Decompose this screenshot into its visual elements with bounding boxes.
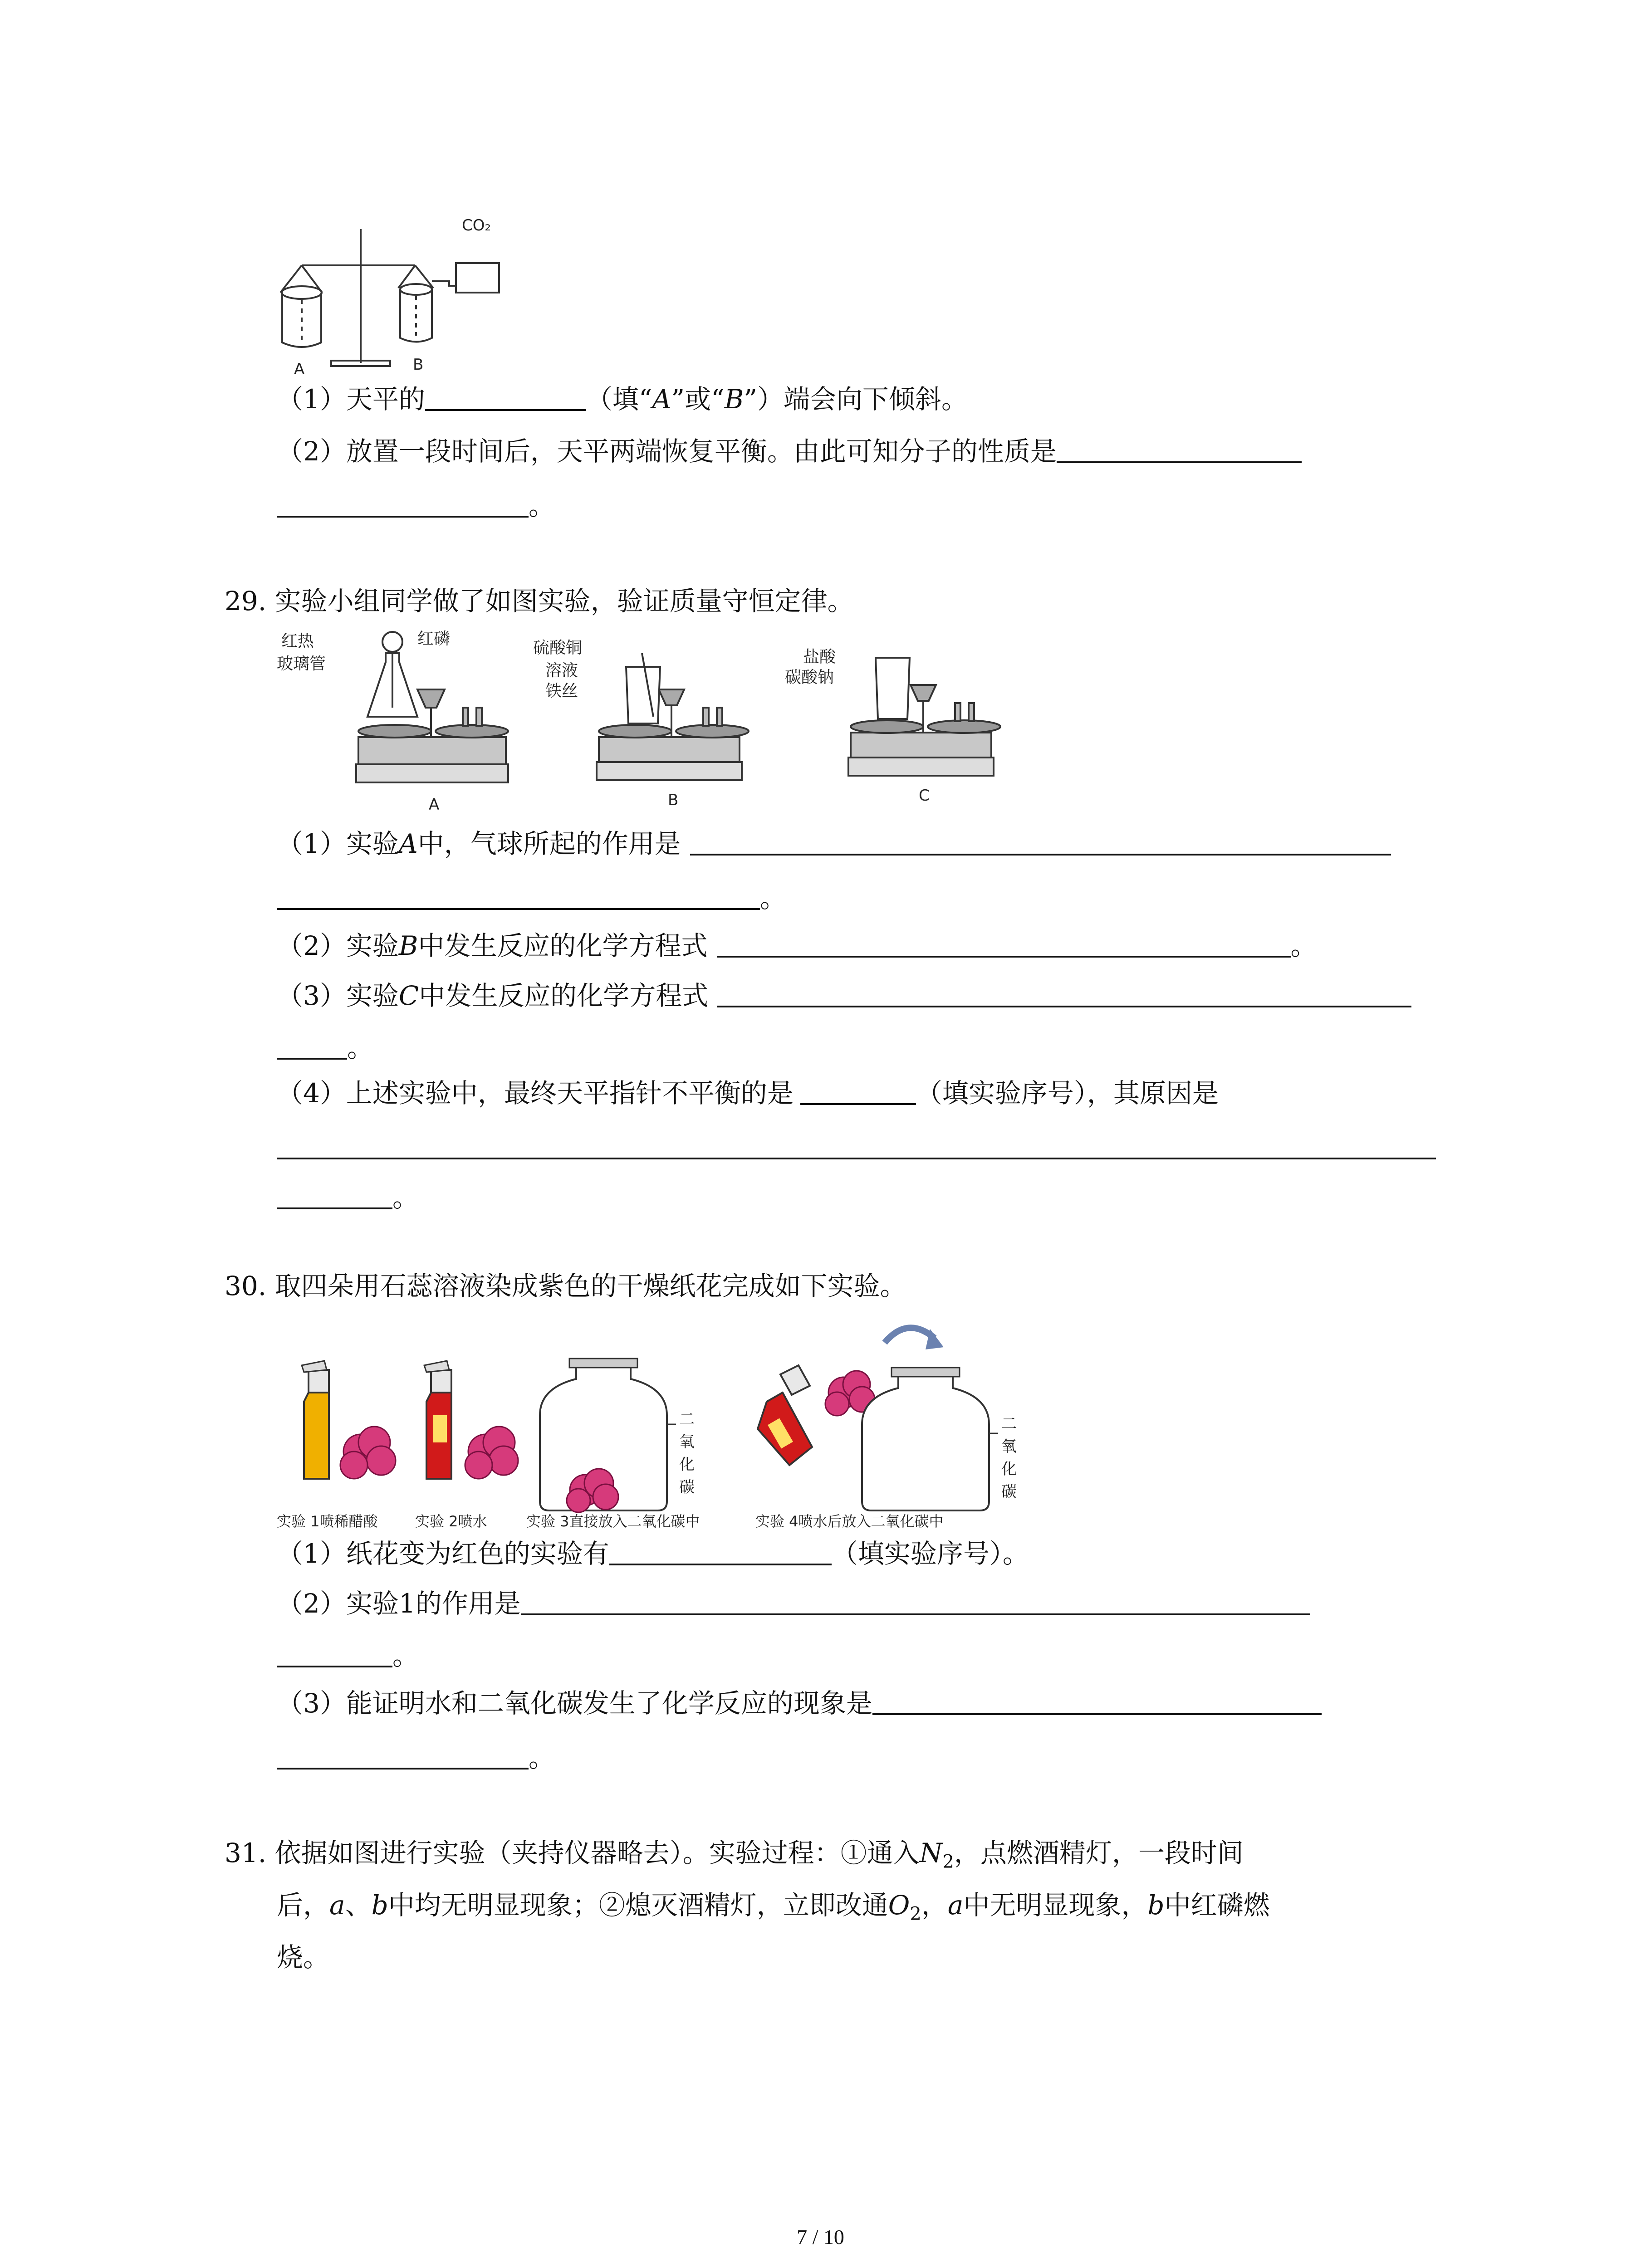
q29-part4-end: 。 <box>392 1182 419 1213</box>
page-number: 7 / 10 <box>797 2225 844 2248</box>
fig30-cap3: 实验 3直接放入二氧化碳中 <box>526 1513 700 1529</box>
q31-o2: O <box>888 1890 910 1921</box>
q31-line1-text: 31. 依据如图进行实验（夹持仪器略去）。实验过程：①通入 <box>225 1838 920 1868</box>
q30-part2-cont <box>277 1637 419 1674</box>
q31-line2 <box>277 1887 1270 1932</box>
q31-n2-sub: 2 <box>942 1851 954 1872</box>
fig29-a-label1: 红热 <box>281 632 314 650</box>
fig30-jar2-label2: 氧 <box>1001 1437 1017 1456</box>
q29-part4 <box>277 1075 1219 1111</box>
fig30-jar2-label4: 碳 <box>1001 1483 1017 1501</box>
q29-part1-end: 。 <box>760 883 787 914</box>
q29-part1-cont <box>277 880 786 916</box>
fig30-jar1-label1: 二 <box>679 1410 695 1428</box>
q29-part3-blank[interactable] <box>717 978 1411 1007</box>
q28-part2-text: （2）放置一段时间后，天平两端恢复平衡。由此可知分子的性质是 <box>277 436 1057 467</box>
q30-part1-prefix: （1）纸花变为红色的实验有 <box>277 1538 609 1569</box>
q30-part3 <box>277 1685 1322 1721</box>
fig29-cap-a: A <box>429 796 440 814</box>
q29-part3-var: C <box>398 980 419 1011</box>
q30-part2-end: 。 <box>392 1640 419 1671</box>
figure-label-b: B <box>413 356 424 374</box>
fig30-jar1-label4: 碳 <box>679 1478 695 1496</box>
fig29-b-label3: 铁丝 <box>545 682 578 700</box>
q31-line2-f: 中红磷燃 <box>1164 1890 1270 1921</box>
figure-litmus-flowers <box>277 1311 1025 1529</box>
q29-part4-prefix: （4）上述实验中，最终天平指针不平衡的是 <box>277 1078 794 1109</box>
q31-line2-c: 中均无明显现象；②熄灭酒精灯，立即改通 <box>388 1890 888 1921</box>
fig29-cap-b: B <box>668 791 679 809</box>
q29-part1-prefix: （1）实验 <box>277 828 399 859</box>
fig30-jar1-label2: 氧 <box>679 1433 695 1451</box>
q29-part2 <box>277 928 1317 964</box>
q30-part1 <box>277 1535 1029 1572</box>
q31-line1 <box>225 1835 1244 1880</box>
figure-balance-co2 <box>277 213 531 381</box>
q28-part1 <box>277 381 968 417</box>
q29-part2-text: 中发生反应的化学方程式 <box>418 930 708 961</box>
q29-part3-prefix: （3）实验 <box>277 980 399 1011</box>
q28-part2-cont <box>277 488 555 524</box>
fig29-a-label2: 玻璃管 <box>277 655 326 673</box>
q30-part2 <box>277 1585 1310 1622</box>
q30-part3-blank2[interactable] <box>277 1740 529 1769</box>
q30-part1-suffix: （填实验序号）。 <box>831 1538 1029 1569</box>
q30-title: 30. 取四朵用石蕊溶液染成紫色的干燥纸花完成如下实验。 <box>225 1271 906 1301</box>
q31-var-b2: b <box>1147 1890 1165 1921</box>
figure-gas-label: CO₂ <box>462 216 491 235</box>
q28-part1-or: ”或“ <box>671 384 725 415</box>
q29-part1-blank[interactable] <box>690 826 1391 855</box>
q28-part1-text: （填“ <box>586 384 652 415</box>
q28-option-a: A <box>652 384 671 415</box>
q31-line1-end: ，点燃酒精灯，一段时间 <box>954 1838 1244 1868</box>
q29-part2-var: B <box>398 930 418 961</box>
q29-part1-var: A <box>398 828 418 859</box>
q29-part3-text: 中发生反应的化学方程式 <box>419 980 709 1011</box>
q30-part3-cont <box>277 1740 555 1776</box>
q29-part1-text: 中，气球所起的作用是 <box>417 828 681 859</box>
q28-part1-blank[interactable] <box>425 381 586 411</box>
fig30-jar1-label3: 化 <box>679 1456 695 1474</box>
q31-line2-b: 、 <box>345 1890 372 1921</box>
exp3-group <box>540 1359 676 1512</box>
figure-mass-conservation <box>277 626 1021 816</box>
q31-line2-d: ， <box>921 1890 948 1921</box>
q29-part2-blank[interactable] <box>717 928 1291 958</box>
q29-part4-blank2[interactable] <box>277 1129 1436 1159</box>
fig29-b-label2: 溶液 <box>545 661 578 680</box>
fig30-cap1: 实验 1喷稀醋酸 <box>277 1513 378 1529</box>
q29-part3 <box>277 978 1411 1014</box>
q29-part1-blank2[interactable] <box>277 880 760 910</box>
fig30-cap2: 实验 2喷水 <box>415 1513 487 1529</box>
q28-part2 <box>277 433 1302 469</box>
fig29-a-label3: 红磷 <box>417 630 451 648</box>
q30-part1-blank[interactable] <box>609 1535 832 1565</box>
figure-label-a: A <box>294 360 305 378</box>
q28-part2-blank[interactable] <box>1057 433 1302 463</box>
q31-var-a: a <box>329 1890 345 1921</box>
q30-part3-text: （3）能证明水和二氧化碳发生了化学反应的现象是 <box>277 1688 872 1719</box>
q29-part3-end: 。 <box>347 1032 374 1063</box>
q29-part4-line3 <box>277 1179 419 1216</box>
q29-part4-blank[interactable] <box>800 1075 916 1105</box>
fig30-jar2-label1: 二 <box>1001 1415 1017 1433</box>
q29-part1 <box>277 826 1391 862</box>
fig29-b-label1: 硫酸铜 <box>533 639 583 657</box>
q30-part2-text: （2）实验1的作用是 <box>277 1588 521 1619</box>
fig29-cap-c: C <box>919 787 930 805</box>
q29-part3-cont <box>277 1030 373 1066</box>
q31-var-b: b <box>371 1890 388 1921</box>
q29-part4-blank3[interactable] <box>277 1179 392 1209</box>
q31-n2: N <box>919 1838 943 1868</box>
exp2-group <box>424 1361 518 1479</box>
fig30-jar2-label3: 化 <box>1001 1460 1017 1478</box>
q29-part3-blank2[interactable] <box>277 1030 347 1060</box>
q31-line2-a: 后， <box>277 1890 330 1921</box>
q30-part2-blank[interactable] <box>521 1585 1310 1615</box>
q28-part1-prefix: （1）天平的 <box>277 384 425 415</box>
q28-part2-blank2[interactable] <box>277 488 529 518</box>
fig29-c-label2: 碳酸钠 <box>785 668 834 687</box>
q31-line3: 烧。 <box>277 1942 330 1973</box>
exp1-group <box>302 1361 396 1479</box>
q28-part2-end: 。 <box>529 490 555 521</box>
q31-var-a2: a <box>947 1890 964 1921</box>
q29-part2-prefix: （2）实验 <box>277 930 399 961</box>
q30-part3-blank[interactable] <box>872 1685 1322 1715</box>
q28-part1-suffix: ”）端会向下倾斜。 <box>744 384 968 415</box>
q31-o2-sub: 2 <box>910 1903 921 1925</box>
exp4-group <box>758 1328 998 1510</box>
q28-option-b: B <box>724 384 744 415</box>
q29-part4-line2 <box>277 1129 1436 1166</box>
q29-part2-end: 。 <box>1290 930 1317 961</box>
q29-part4-text: （填实验序号），其原因是 <box>916 1078 1219 1109</box>
fig29-c-label1: 盐酸 <box>803 648 836 666</box>
q30-part2-blank2[interactable] <box>277 1637 392 1667</box>
fig30-cap4: 实验 4喷水后放入二氧化碳中 <box>755 1513 944 1529</box>
q29-title: 29. 实验小组同学做了如图实验，验证质量守恒定律。 <box>225 586 854 616</box>
q31-line2-e: 中无明显现象， <box>963 1890 1148 1921</box>
q30-part3-end: 。 <box>529 1742 555 1773</box>
